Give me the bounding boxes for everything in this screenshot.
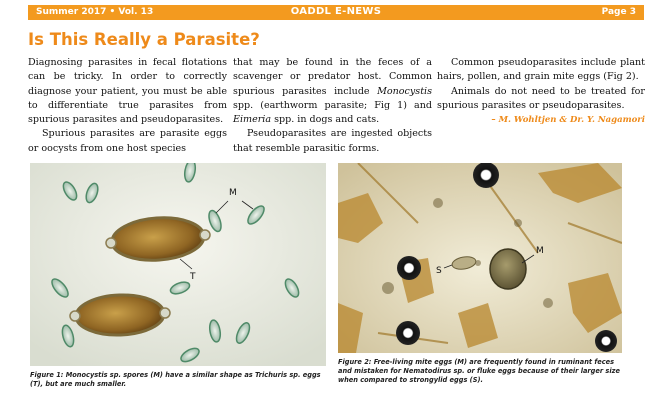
paragraph: Diagnosing parasites in fecal flotations can be tricky. In order to correctly diagnose your patient, you must be able to differentiate true parasites from spurious parasites and pseudoparasites.	[28, 57, 227, 126]
paragraph: Spurious parasites are parasite eggs or oocysts from one host species	[28, 128, 227, 154]
figure-1-label-t: T	[190, 272, 196, 282]
figure-2-label-s: S	[436, 266, 442, 276]
paragraph: Pseudoparasites are ingested objects that resemble parasitic forms.	[233, 128, 432, 154]
issue-label: Summer 2017 • Vol. 13	[36, 7, 154, 17]
article-column-1	[28, 56, 227, 156]
figure-2-label-m: M	[536, 246, 544, 256]
newsletter-title: OADDL E-NEWS	[290, 6, 382, 17]
paragraph: Common pseudoparasites include plant hairs, pollen, and grain mite eggs (Fig 2).	[437, 57, 645, 83]
author-credit: – M. Wohltjen & Dr. Y. Nagamori	[491, 115, 645, 126]
article-column-3	[437, 56, 645, 127]
figure-1-micrograph	[30, 163, 326, 366]
figure-2-micrograph	[338, 163, 622, 353]
page-number: Page 3	[601, 7, 636, 17]
paragraph: that may be found in the feces of a scavenger or predator host. Common spurious parasites include Monocystis spp. (earthworm parasite; Fig 1) and Eimeria spp. in dogs and cats.	[233, 57, 432, 126]
article-column-2	[233, 56, 432, 156]
figure-1-caption: Figure 1: Monocystis sp. spores (M) have a similar shape as Trichuris sp. eggs (T), but are much smaller.	[30, 371, 321, 388]
figure-2-caption: Figure 2: Free-living mite eggs (M) are frequently found in ruminant feces and mistaken for Nematodirus sp. or fluke eggs because of their larger size when compared to strongylid eggs (S).	[338, 358, 620, 384]
figure-1-label-m: M	[229, 188, 237, 198]
paragraph: Animals do not need to be treated for spurious parasites or pseudoparasites.	[437, 85, 645, 111]
article-title: Is This Really a Parasite?	[28, 30, 260, 49]
page-header	[28, 5, 644, 20]
